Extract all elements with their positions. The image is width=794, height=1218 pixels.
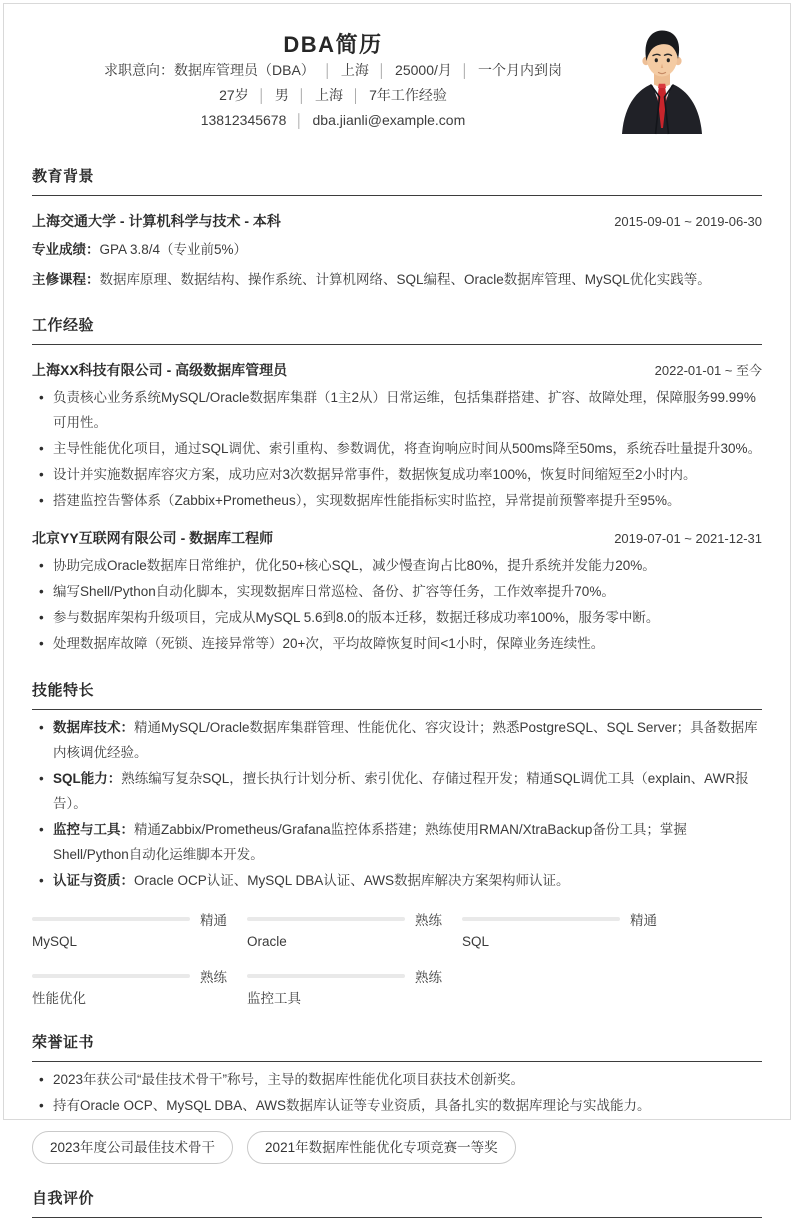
section-honors [32,1031,762,1164]
skill-bullet [32,715,762,765]
profile-photo [616,22,708,134]
separator-bar: │ [323,63,332,78]
job-bullet: • 参与数据库架构升级项目，完成从MySQL 5.6到8.0的版本迁移，数据迁移成功率100%，服务零中断。 [32,605,762,630]
honor-badges [32,1131,762,1164]
school-degree: 上海交通大学 - 计算机科学与技术 - 本科 [32,213,281,229]
skill-bullet [32,868,762,893]
skill-bar-name: MySQL [32,934,78,949]
skill-bar-name: SQL [462,934,490,949]
skill-bar-name: 性能优化 [32,991,86,1006]
courses-label: 主修课程： [32,272,100,287]
job-2-bullets [32,553,762,656]
skill-bar-monitoring [247,967,449,1008]
proficiency-bar [462,917,620,921]
personal-info-line [32,83,634,108]
proficiency-bar [247,974,405,978]
job-bullet: • 处理数据库故障（死锁、连接异常等）20+次，平均故障恢复时间<1小时，保障业务连续性。 [32,631,762,656]
proficiency-bar [247,917,405,921]
proficiency-level: 熟练 [200,970,227,985]
skill-bars-grid [32,910,762,1008]
intent-city: 上海 [340,62,369,78]
job-entry-1 [32,360,762,380]
skill-label: 认证与资质： [53,873,134,888]
email-address: dba.jianli@example.com [312,112,466,128]
gender: 男 [274,87,289,103]
job-title: 北京YY互联网有限公司 - 数据库工程师 [32,530,274,546]
education-date-range: 2015-09-01 ~ 2019-06-30 [614,214,762,229]
separator-bar: │ [351,88,361,103]
city: 上海 [314,87,343,103]
header-text-block [32,20,634,133]
education-entry [32,211,762,231]
job-bullet: • 协助完成Oracle数据库日常维护，优化50+核心SQL，减少慢查询占比80%，提升系统并发能力20%。 [32,553,762,578]
skill-bullet [32,817,762,867]
separator-bar: │ [257,88,266,103]
job-bullet: • 编写Shell/Python自动化脚本，实现数据库日常巡检、备份、扩容等任务，工作效率提升70%。 [32,579,762,604]
skills-bullets [32,715,762,893]
job-date-range: 2022-01-01 ~ 至今 [654,363,762,378]
skill-label: 监控与工具： [53,822,134,837]
skill-text: 精通Zabbix/Prometheus/Grafana监控体系搭建；熟练使用RMAN/XtraBackup备份工具；掌握Shell/Python自动化运维脚本开发。 [53,822,687,862]
education-heading: 教育背景 [32,165,762,196]
honor-bullet: • 2023年获公司“最佳技术骨干”称号，主导的数据库性能优化项目获技术创新奖。 [32,1067,762,1092]
proficiency-bar [32,974,190,978]
job-bullet: • 负责核心业务系统MySQL/Oracle数据库集群（1主2从）日常运维，包括集群搭建、扩容、故障处理，保障服务99.99%可用性。 [32,385,762,435]
proficiency-level: 熟练 [415,970,442,985]
job-bullet: • 主导性能优化项目，通过SQL调优、索引重构、参数调优，将查询响应时间从500ms降至50ms，系统吞吐量提升30%。 [32,436,762,461]
gpa-value: GPA 3.8/4（专业前5%） [99,242,248,257]
honor-badge: 2023年度公司最佳技术骨干 [32,1131,233,1164]
honor-bullet: • 持有Oracle OCP、MySQL DBA、AWS数据库认证等专业资质，具备扎实的数据库理论与实战能力。 [32,1093,762,1118]
male-avatar-illustration [616,22,708,134]
section-work-experience [32,314,762,656]
age: 27岁 [219,87,249,103]
gpa-label: 专业成绩： [32,242,100,257]
resume-header [32,20,762,142]
skill-bullet [32,766,762,816]
skill-text: Oracle OCP认证、MySQL DBA认证、AWS数据库解决方案架构师认证。 [134,873,570,888]
separator-bar: │ [295,113,304,128]
skills-heading: 技能特长 [32,679,762,710]
proficiency-level: 精通 [630,913,657,928]
proficiency-level: 精通 [200,913,227,928]
job-bullet: • 搭建监控告警体系（Zabbix+Prometheus），实现数据库性能指标实时监控，异常提前预警率提升至95%。 [32,488,762,513]
proficiency-level: 熟练 [415,913,442,928]
honors-bullets [32,1067,762,1118]
separator-bar: │ [460,63,469,78]
skill-bar-oracle [247,910,449,951]
section-education [32,165,762,291]
job-bullet: • 设计并实施数据库容灾方案，成功应对3次数据异常事件，数据恢复成功率100%，恢复时间缩短至2小时内。 [32,462,762,487]
job-entry-2 [32,528,762,548]
work-heading: 工作经验 [32,314,762,345]
phone-number: 13812345678 [200,112,287,128]
skill-bar-sql [462,910,664,951]
job-title: 上海XX科技有限公司 - 高级数据库管理员 [32,362,288,378]
intent-position: 数据库管理员（DBA） [174,62,315,78]
intent-label: 求职意向： [104,62,174,78]
job-1-bullets [32,385,762,513]
skill-text: 精通MySQL/Oracle数据库集群管理、性能优化、容灾设计；熟悉PostgreSQL、SQL Server；具备数据库内核调优经验。 [53,720,758,760]
separator-bar: │ [377,63,387,78]
skill-bar-performance [32,967,234,1008]
skill-bar-name: 监控工具 [247,991,301,1006]
intent-availability: 一个月内到岗 [478,62,562,78]
skill-bar-mysql [32,910,234,951]
page-title: DBA简历 [283,32,383,57]
job-date-range: 2019-07-01 ~ 2021-12-31 [614,531,762,546]
section-skills [32,679,762,1008]
honors-heading: 荣誉证书 [32,1031,762,1062]
self-evaluation-heading: 自我评价 [32,1187,762,1218]
skill-text: 熟练编写复杂SQL，擅长执行计划分析、索引优化、存储过程开发；精通SQL调优工具（explain、AWR报告）。 [53,771,749,811]
gpa-line [32,239,762,261]
separator-bar: │ [297,88,306,103]
skill-label: 数据库技术： [53,720,134,735]
section-self-evaluation [32,1187,762,1218]
courses-value: 数据库原理、数据结构、操作系统、计算机网络、SQL编程、Oracle数据库管理、MySQL优化实践等。 [99,272,711,287]
honor-badge: 2021年数据库性能优化专项竞赛一等奖 [247,1131,516,1164]
experience-years: 7年工作经验 [369,87,447,103]
skill-bar-name: Oracle [247,934,287,949]
proficiency-bar [32,917,190,921]
skill-label: SQL能力： [53,771,122,786]
courses-line [32,269,762,291]
contact-line [32,108,634,133]
intent-salary: 25000/月 [395,62,452,78]
job-intent-line [32,58,634,83]
